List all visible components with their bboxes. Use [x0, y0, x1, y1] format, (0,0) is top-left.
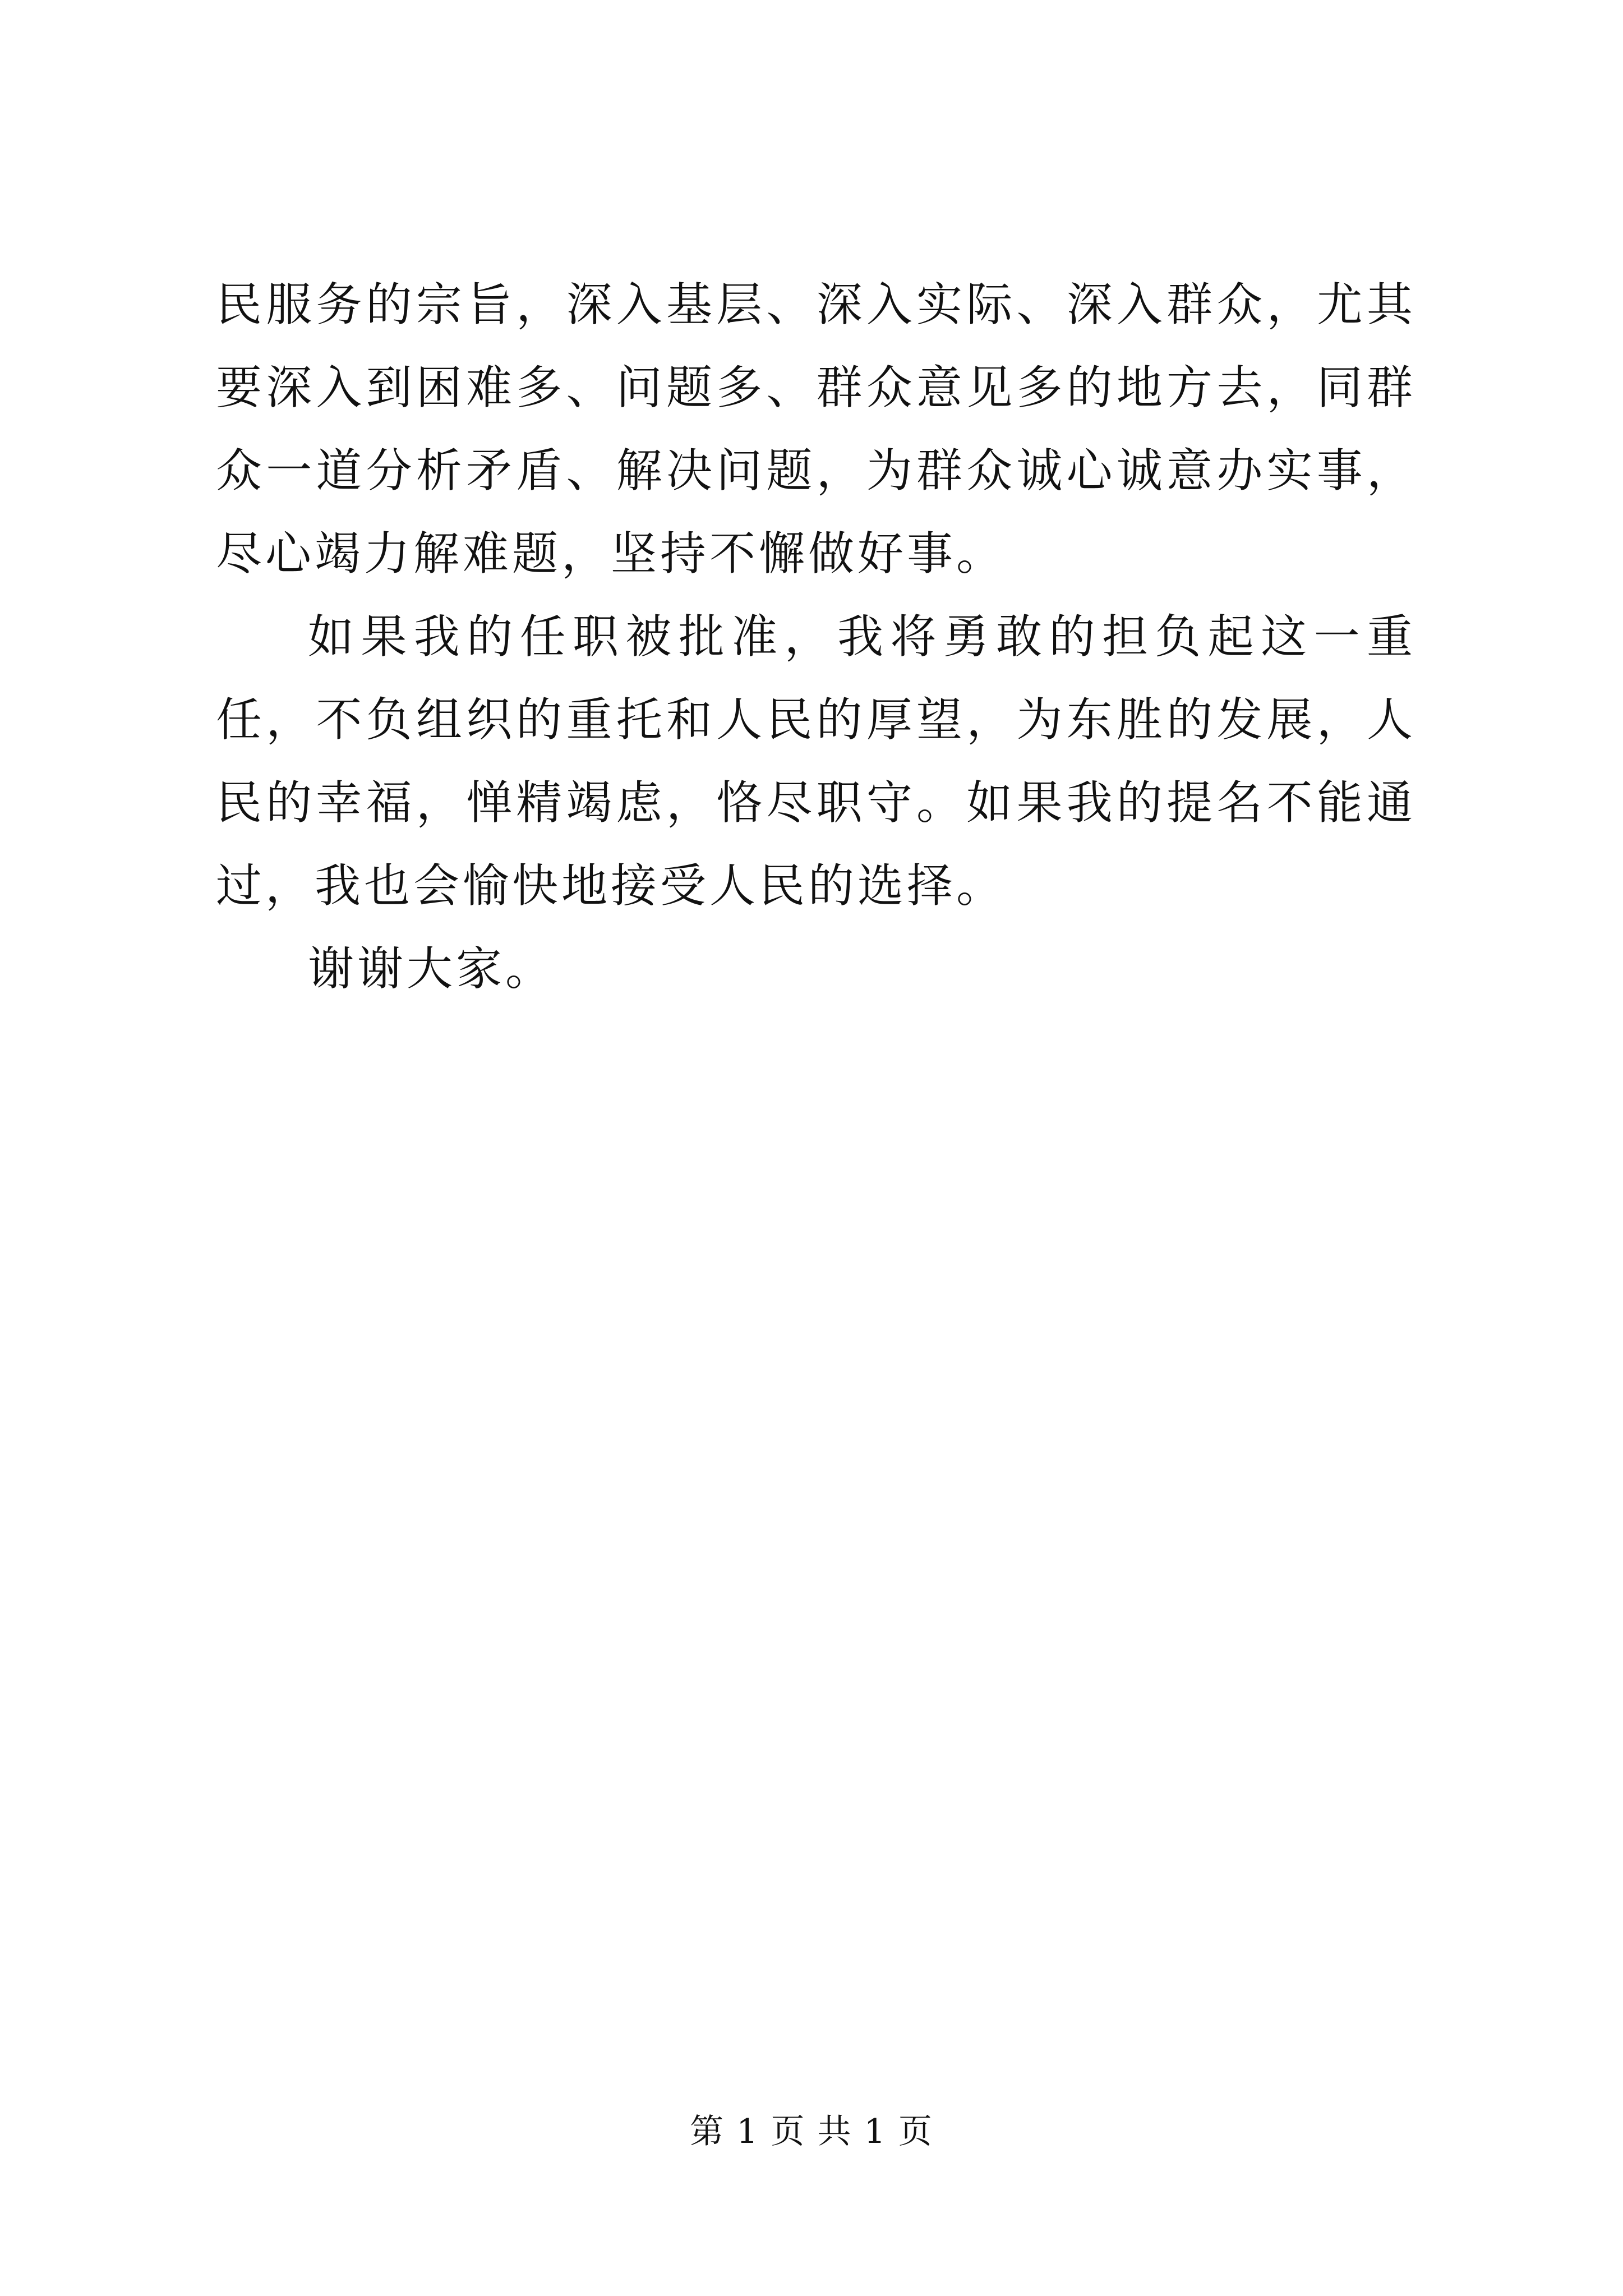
document-body — [216, 264, 1416, 1011]
page-footer: 第 1 页 共 1 页 — [690, 2112, 933, 2151]
paragraph-continued: 民服务的宗旨，深入基层、深入实际、深入群众，尤其要深入到困难多、问题多、群众意见多的地方去，同群众一道分析矛盾、解决问题，为群众诚心诚意办实事，尽心竭力解难题，坚持不懈做好事。 — [216, 278, 1416, 581]
paragraph-appointment: 如果我的任职被批准，我将勇敢的担负起这一重任，不负组织的重托和人民的厚望，为东胜的发展，人民的幸福，惮精竭虑，恪尽职守。如果我的提名不能通过，我也会愉快地接受人民的选择。 — [216, 610, 1416, 913]
paragraph-thanks: 谢谢大家。 — [308, 942, 555, 996]
